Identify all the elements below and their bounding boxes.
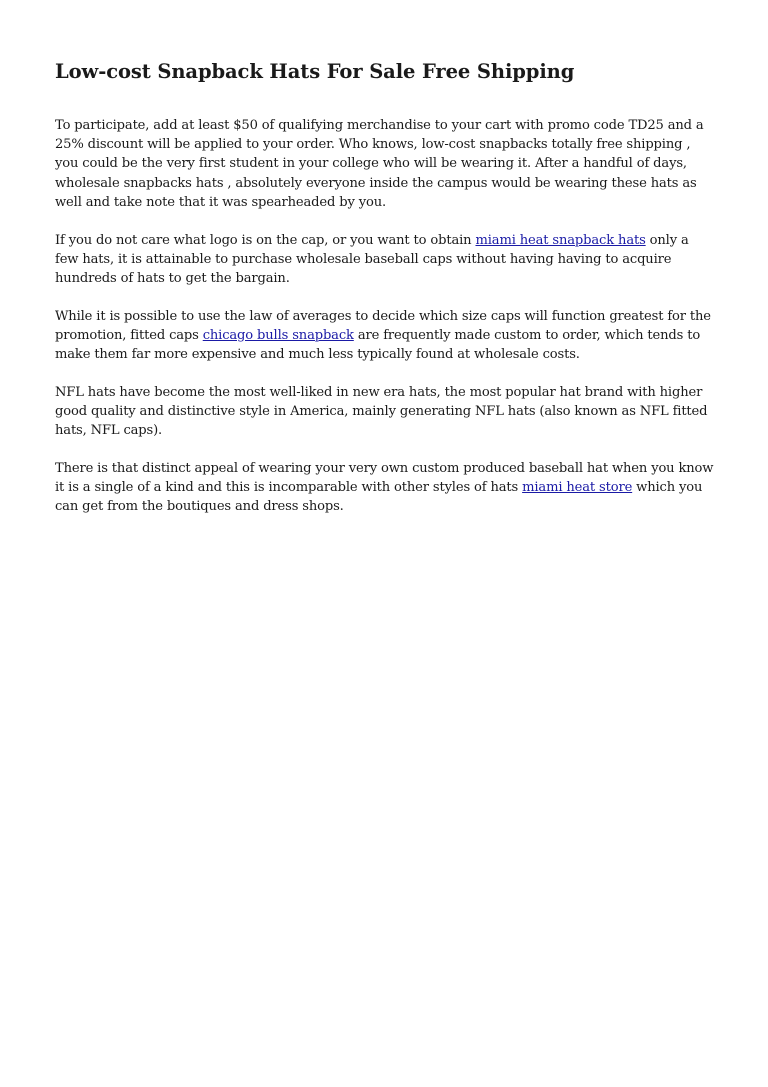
paragraph-3-text-before: While it is possible to use the law of averages to decide which size caps will function greatest for the promotion, fitted caps	[55, 308, 711, 343]
paragraph-5	[55, 459, 715, 517]
paragraph-1-text: To participate, add at least $50 of qualifying merchandise to your cart with promo code TD25 and a 25% discount will be applied to your order. Who knows, low-cost snapbacks totally free shipping , you could be the very first student in your college who will be wearing it. After a handful of days, wholesale snapbacks hats , absolutely everyone inside the campus would be wearing these hats as well and take note that it was spearheaded by you.	[55, 118, 704, 210]
paragraph-4	[55, 383, 715, 441]
link-chicago-bulls-snapback[interactable]: chicago bulls snapback	[202, 327, 354, 343]
document-page	[55, 58, 715, 535]
paragraph-2	[55, 231, 715, 289]
paragraph-5-text-after: which you can get from the boutiques and dress shops.	[55, 480, 703, 515]
paragraph-2-text-after: only a few hats, it is attainable to purchase wholesale baseball caps without having having to acquire hundreds of hats to get the bargain.	[55, 232, 689, 286]
paragraph-3-text-after: are frequently made custom to order, which tends to make them far more expensive and much less typically found at wholesale costs.	[55, 327, 701, 363]
paragraph-4-text: NFL hats have become the most well-liked in new era hats, the most popular hat brand with higher good quality and distinctive style in America, mainly generating NFL hats (also known as NFL fitted hats, NFL caps).	[55, 384, 708, 439]
link-miami-heat-store[interactable]: miami heat store	[522, 480, 633, 496]
paragraph-2-text-before: If you do not care what logo is on the cap, or you want to obtain	[55, 232, 476, 248]
link-miami-heat-snapback-hats[interactable]: miami heat snapback hats	[475, 232, 646, 248]
paragraph-5-text-before: There is that distinct appeal of wearing your very own custom produced baseball hat when you know it is a single of a kind and this is incomparable with other styles of hats	[55, 460, 714, 496]
paragraph-3	[55, 307, 715, 365]
document-title: Low-cost Snapback Hats For Sale Free Shipping	[55, 60, 575, 83]
paragraph-1	[55, 116, 715, 212]
